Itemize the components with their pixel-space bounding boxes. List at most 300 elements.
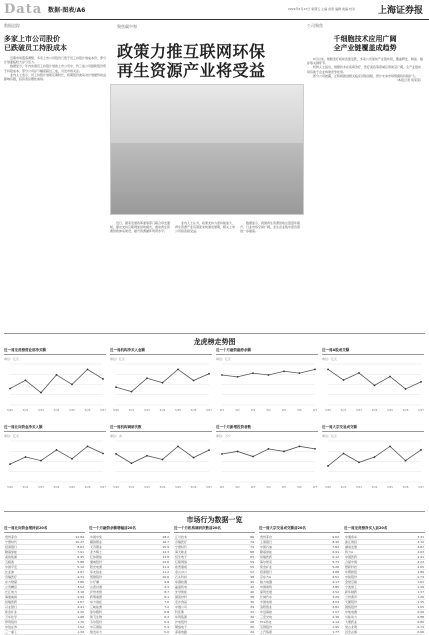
tick-label: 5/20 [113, 409, 119, 412]
stock-name: 中航电测 [344, 610, 394, 615]
stock-value: 74 [231, 545, 255, 550]
stock-value: 3.12 [394, 540, 425, 545]
stock-name: 天齐锂业 [89, 545, 139, 550]
tick-label: 5/21 [22, 409, 29, 412]
stock-value: 63 [231, 555, 255, 560]
center-article-headline [117, 42, 302, 80]
tick-label: W7 [312, 409, 318, 412]
stock-name: 片仔癀 [89, 580, 139, 585]
chart-title: 近一周北向资金净买入额 [4, 425, 106, 432]
stock-value: 3.18 [50, 590, 85, 595]
right-article-headline [307, 35, 423, 53]
line-chart [216, 438, 318, 490]
stock-name: 恩捷股份 [89, 575, 139, 580]
stock-name: 智飞生物 [89, 615, 139, 620]
stock-name: 华测检测 [174, 580, 231, 585]
stock-value: 1.95 [309, 625, 340, 630]
stock-name: 三安光电 [259, 615, 309, 620]
stock-name: 阳光电源 [89, 565, 139, 570]
stock-name: 长城汽车 [259, 595, 309, 600]
right-article-body [307, 57, 423, 82]
stock-value: 11.2 [139, 570, 170, 575]
data-point [131, 462, 133, 464]
chart-title: 近一周大宗交易成交额 [322, 425, 424, 432]
stock-value: 0.73 [394, 625, 425, 630]
data-point [25, 456, 27, 458]
tick-label: W2 [235, 486, 240, 489]
tick-label: 5/25 [69, 486, 75, 489]
tick-label: 5/25 [175, 409, 181, 412]
chart-unit: 单位：亿元 [322, 434, 338, 438]
stock-name: 贵州茅台 [259, 535, 309, 540]
stock-name: 宁波建工 [344, 585, 394, 590]
chart-panel [216, 425, 318, 490]
stock-value: 2.87 [394, 545, 425, 550]
stock-name: 石头科技 [174, 575, 231, 580]
stock-value: 1.05 [394, 605, 425, 610]
stock-name: 紫金矿业 [259, 565, 309, 570]
right-article [307, 23, 423, 82]
ranking-table [4, 526, 85, 635]
stock-value: 2.67 [50, 600, 85, 605]
stock-value: 68 [231, 550, 255, 555]
headline-line-1: 多家上市公司股价 [4, 35, 60, 43]
stock-value: 8.1 [139, 595, 170, 600]
stock-name: 隆基绿能 [4, 550, 50, 555]
stock-name: 泸州老窖 [89, 590, 139, 595]
stock-value: 5.88 [50, 560, 85, 565]
headline-line-2: 再生资源产业将受益 [117, 61, 266, 80]
chart-panel [4, 425, 106, 490]
stock-name: 恒瑞医药 [259, 555, 309, 560]
stock-value: 13.8 [139, 555, 170, 560]
stock-name: 川能动力 [344, 615, 394, 620]
stock-value: 2.20 [50, 610, 85, 615]
stock-value: 55 [231, 565, 255, 570]
line-chart [322, 438, 424, 490]
chart-unit: 单位：亿元 [110, 357, 126, 361]
stock-name: 招商银行 [4, 545, 50, 550]
stock-name: 兴业银行 [4, 605, 50, 610]
stock-name: 万华化学 [4, 615, 50, 620]
tick-label: W4 [266, 409, 271, 412]
tick-label: W6 [297, 486, 302, 489]
byline: （本报记者 何某某） [395, 78, 423, 83]
stock-value: 24 [231, 630, 255, 635]
section-logo: Data [4, 2, 43, 17]
stock-value: 1.26 [394, 595, 425, 600]
headline-line-2: 已跌破员工持股成本 [4, 44, 67, 52]
data-point [102, 378, 104, 380]
line-chart [4, 438, 106, 490]
tick-label: 5/20 [7, 486, 13, 489]
stock-value: 28 [231, 620, 255, 625]
tick-label: 5/20 [325, 486, 331, 489]
chart-title: 近一个月融资融券余额 [216, 348, 318, 355]
data-point [162, 459, 164, 461]
tick-label: W1 [219, 409, 225, 412]
stock-name: 山西汾酒 [89, 585, 139, 590]
section-divider [4, 511, 425, 512]
stock-name: 海天味业 [174, 550, 231, 555]
stock-value: 3.86 [50, 580, 85, 585]
stock-value: 40 [231, 590, 255, 595]
stock-value: 8.7 [139, 590, 170, 595]
stock-name: 三峡能源 [89, 605, 139, 610]
stock-value: 1.98 [50, 615, 85, 620]
left-article-tag: 数据追踪 [4, 23, 20, 28]
stock-name: 宝钢股份 [259, 625, 309, 630]
data-point [25, 379, 27, 381]
page-header [0, 0, 429, 20]
stock-name: TCL科技 [259, 620, 309, 625]
left-article-headline [4, 35, 107, 53]
stock-name: 中国建筑 [259, 585, 309, 590]
stock-value: 8.63 [50, 545, 85, 550]
tick-label: 5/27 [100, 486, 106, 489]
stock-value: 1.77 [309, 630, 340, 635]
section-divider [4, 333, 425, 334]
table-row [4, 630, 85, 635]
table-title: 近一周龙虎榜净买入前20名 [344, 526, 425, 533]
center-body-col-3 [240, 221, 302, 234]
chart-title: 近一个月新增投资者数 [216, 425, 318, 432]
tick-label: 5/25 [387, 486, 393, 489]
stock-name: 爱尔眼科 [89, 610, 139, 615]
stock-value: 14.3 [139, 550, 170, 555]
stock-value: 59 [231, 560, 255, 565]
stock-value: 4.31 [50, 575, 85, 580]
line-chart [110, 438, 212, 490]
stock-value: 6.3 [139, 615, 170, 620]
stock-name: 三一重工 [4, 630, 50, 635]
table-row [174, 630, 255, 635]
tick-label: 5/25 [175, 486, 181, 489]
data-point [9, 388, 11, 390]
stock-value: 1.37 [394, 590, 425, 595]
stock-name: 迈瑞医疗 [4, 575, 50, 580]
stock-value: 86 [231, 535, 255, 540]
stock-name: 欧普康视 [174, 565, 231, 570]
stock-value: 2.14 [309, 620, 340, 625]
data-point [327, 465, 329, 467]
tick-label: 5/23 [356, 409, 362, 412]
stock-value: 2.94 [50, 595, 85, 600]
data-point [193, 380, 195, 382]
chart-title: 近一周龙虎榜营业部净买额 [4, 348, 106, 355]
chart-panel [110, 425, 212, 490]
stock-name: 特力A [344, 550, 394, 555]
tick-label: 5/20 [7, 409, 13, 412]
data-point [87, 368, 89, 370]
data-point [71, 384, 73, 386]
data-point [115, 453, 117, 455]
line-chart [4, 361, 106, 413]
stock-value: 43 [231, 585, 255, 590]
left-article-body [4, 56, 107, 81]
series-line [10, 369, 103, 392]
data-point [283, 451, 285, 453]
stock-name: 隆基绿能 [259, 550, 309, 555]
data-point [374, 456, 376, 458]
center-body-col-1 [110, 221, 172, 234]
paragraph: 数据显示，年内实施员工持股计划的上市公司中，约三成公司最新股价低于持股成本，部分公司浮亏幅度超过三成，引发市场关注。 [4, 64, 107, 73]
stock-value: 5.74 [309, 560, 340, 565]
stock-name: 中微公司 [174, 605, 231, 610]
stock-name: 沪电股份 [174, 620, 231, 625]
tick-label: W2 [235, 409, 240, 412]
stock-value: 4.88 [309, 570, 340, 575]
table-title: 近一个月机构调研次数前20名 [174, 526, 255, 533]
data-point [221, 453, 223, 455]
stock-name: 航发动力 [89, 630, 139, 635]
stock-name: 安井食品 [174, 600, 231, 605]
stock-name: 深南电路 [174, 630, 231, 635]
stock-name: 东方财富 [4, 580, 50, 585]
stock-name: 美的集团 [4, 555, 50, 560]
newspaper-brand: 上海证券报 [377, 6, 423, 16]
stock-value: 18.2 [139, 535, 170, 540]
stock-name: 立讯精密 [4, 585, 50, 590]
data-point [358, 461, 360, 463]
stock-name: 德新科技 [344, 565, 394, 570]
stock-name: 合富中国 [344, 560, 394, 565]
chart-unit: 单位：亿元 [4, 434, 20, 438]
data-point [102, 453, 104, 455]
series-line [116, 446, 209, 463]
stock-value: 45 [231, 580, 255, 585]
stock-value: 1.61 [394, 580, 425, 585]
photo-sky [111, 85, 303, 143]
stock-value: 1.15 [394, 600, 425, 605]
stock-name: 华友钴业 [89, 570, 139, 575]
stock-name: 紫金矿业 [4, 610, 50, 615]
chart-unit: 单位：万户 [216, 434, 232, 438]
stock-name: 海康威视 [4, 595, 50, 600]
tick-label: 5/23 [144, 409, 150, 412]
stock-value: 0.88 [394, 615, 425, 620]
paragraph: 5月以来，细胞治疗板块表现活跃，多家公司加快产业链布局，覆盖研发、制备、储存等关键环节。 [307, 57, 423, 66]
data-point [221, 374, 223, 376]
stock-value: 0.80 [394, 620, 425, 625]
data-point [56, 374, 58, 376]
stock-name: 赣锋锂业 [89, 540, 139, 545]
stock-name: 中远海控 [259, 610, 309, 615]
tables-section-title: 市场行为数据一览 [186, 516, 243, 524]
stock-name: 华利集团 [174, 615, 231, 620]
data-point [374, 384, 376, 386]
tick-label: 5/25 [387, 409, 393, 412]
data-point [146, 455, 148, 457]
chart-title: 近一周机构调研次数 [110, 425, 212, 432]
stock-value: 5.4 [139, 625, 170, 630]
center-body-col-2 [175, 221, 237, 234]
stock-value: 1.34 [50, 630, 85, 635]
chart-panel [322, 425, 424, 490]
data-point [314, 448, 316, 450]
line-chart [216, 361, 318, 413]
table-row [259, 630, 340, 635]
chart-unit: 单位：亿元 [322, 357, 338, 361]
stock-name: 中国平安 [4, 565, 50, 570]
stock-name: 金财互联 [344, 580, 394, 585]
stock-name: 药明康德 [89, 595, 139, 600]
stock-value: 79 [231, 540, 255, 545]
stock-value: 52 [231, 570, 255, 575]
stock-name: 中通客车 [344, 535, 394, 540]
data-point [299, 445, 301, 447]
data-point [162, 382, 164, 384]
stock-value: 12.84 [50, 535, 85, 540]
tick-label: 5/23 [38, 409, 44, 412]
chart-title: 近一周机构净买入金额 [110, 348, 212, 355]
data-point [208, 373, 210, 375]
stock-value: 6.45 [50, 555, 85, 560]
chart-panel [216, 348, 318, 413]
data-point [177, 368, 179, 370]
data-point [87, 445, 89, 447]
stock-value: 5.26 [309, 565, 340, 570]
stock-value: 2.05 [394, 565, 425, 570]
stock-name: 国统股份 [344, 605, 394, 610]
stock-name: 上汽集团 [259, 630, 309, 635]
photo-ground [111, 143, 303, 214]
stock-name: 汇川技术 [174, 535, 231, 540]
data-point [237, 451, 239, 453]
stock-name: 中芯国际 [89, 625, 139, 630]
stock-value: 2.36 [309, 615, 340, 620]
stock-name: 比亚迪 [4, 570, 50, 575]
stock-name: 亿纬锂能 [89, 555, 139, 560]
data-point [71, 458, 73, 460]
tick-label: 5/21 [22, 486, 29, 489]
ranking-table [344, 526, 425, 635]
tick-label: 5/20 [325, 409, 331, 412]
stock-value: 3.41 [394, 535, 425, 540]
stock-value: 1.89 [394, 570, 425, 575]
data-point [40, 460, 42, 462]
stock-name: 长江电力 [4, 590, 50, 595]
stock-value: 5.0 [139, 630, 170, 635]
stock-name: 招商银行 [259, 570, 309, 575]
stock-value: 9.3 [139, 585, 170, 590]
data-point [193, 457, 195, 459]
stock-name: 新华制药 [344, 590, 394, 595]
tick-label: 5/23 [38, 486, 44, 489]
stock-name: 洛阳钼业 [259, 605, 309, 610]
stock-value: 1.52 [50, 625, 85, 630]
data-point [314, 368, 316, 370]
table-title: 近一个月融资余额增幅前20名 [89, 526, 170, 533]
tick-label: 5/23 [144, 486, 150, 489]
charts-section-title: 龙虎榜走势图 [193, 338, 236, 346]
data-point [389, 445, 391, 447]
stock-name: 工商银行 [259, 540, 309, 545]
stock-name: 大理药业 [344, 620, 394, 625]
stock-value: 10.27 [50, 540, 85, 545]
stock-name: 国瓷材料 [174, 595, 231, 600]
stock-name: 亿联网络 [174, 560, 231, 565]
tick-label: W7 [312, 486, 318, 489]
data-point [343, 379, 345, 381]
tick-label: 5/26 [190, 409, 197, 412]
tick-label: W1 [219, 486, 225, 489]
stock-name: 宁德时代 [174, 545, 231, 550]
stock-value: 15.9 [139, 545, 170, 550]
tick-label: 5/26 [84, 486, 91, 489]
tick-label: 5/27 [206, 486, 212, 489]
stock-value: 1.76 [50, 620, 85, 625]
paragraph: 部分公司披露，正积极推进相关临床试验进程，预计未来市场规模将持续扩大。 [313, 73, 419, 78]
tick-label: W4 [266, 486, 271, 489]
tick-label: 5/21 [340, 409, 347, 412]
tick-label: 5/27 [100, 409, 106, 412]
data-point [56, 449, 58, 451]
tick-label: 5/24 [371, 409, 378, 412]
headline-line-1: 政策力推互联网环保 [117, 42, 266, 61]
stock-value: 9.62 [309, 535, 340, 540]
stock-name: 海尔智家 [259, 560, 309, 565]
stock-value: 36 [231, 600, 255, 605]
ranking-table [174, 526, 255, 635]
data-point [327, 368, 329, 370]
data-point [343, 453, 345, 455]
stock-name: 先导智能 [174, 590, 231, 595]
stock-value: 2.41 [50, 605, 85, 610]
tick-label: 5/20 [113, 486, 119, 489]
tick-label: 5/27 [206, 409, 212, 412]
data-point [40, 392, 42, 394]
tick-label: 5/24 [159, 486, 166, 489]
stock-value: 7.83 [309, 545, 340, 550]
stock-name: 天鹅股份 [344, 600, 394, 605]
chart-unit: 单位：亿元 [216, 357, 232, 361]
table-title: 近一周大宗交易成交额前20名 [259, 526, 340, 533]
tick-label: 5/24 [53, 409, 60, 412]
data-point [177, 445, 179, 447]
tick-label: 5/21 [340, 486, 347, 489]
ranking-table [89, 526, 170, 635]
data-point [358, 372, 360, 374]
stock-value: 7.91 [50, 550, 85, 555]
paragraph: 业内人士认为，政策支持力度持续加大，再生资源产业有望迎来快速发展期，相关上市公司将直接受益。 [175, 221, 236, 234]
tick-label: W6 [297, 409, 302, 412]
stock-value: 32 [231, 610, 255, 615]
data-point [208, 449, 210, 451]
stock-value: 48 [231, 575, 255, 580]
stock-value: 4.97 [50, 570, 85, 575]
stock-name: 恒生电子 [174, 555, 231, 560]
stock-value: 2.81 [309, 605, 340, 610]
stock-name: 中国电建 [259, 600, 309, 605]
data-point [420, 449, 422, 451]
tick-label: 5/25 [69, 409, 75, 412]
stock-value: 3.03 [309, 600, 340, 605]
center-article-tag: 聚焦碳中和 [117, 24, 137, 29]
tick-label: 5/26 [402, 409, 409, 412]
chart-panel [4, 348, 106, 413]
stock-name: 京东方A [259, 575, 309, 580]
stock-value: 1.49 [394, 585, 425, 590]
stock-name: 贵州茅台 [4, 535, 50, 540]
stock-name: 金山办公 [174, 570, 231, 575]
line-chart [322, 361, 424, 413]
ranking-table [259, 526, 340, 635]
stock-value: 6.12 [309, 555, 340, 560]
tick-label: W3 [250, 409, 256, 412]
stock-value: 3.29 [309, 595, 340, 600]
stock-name: 通威股份 [89, 560, 139, 565]
